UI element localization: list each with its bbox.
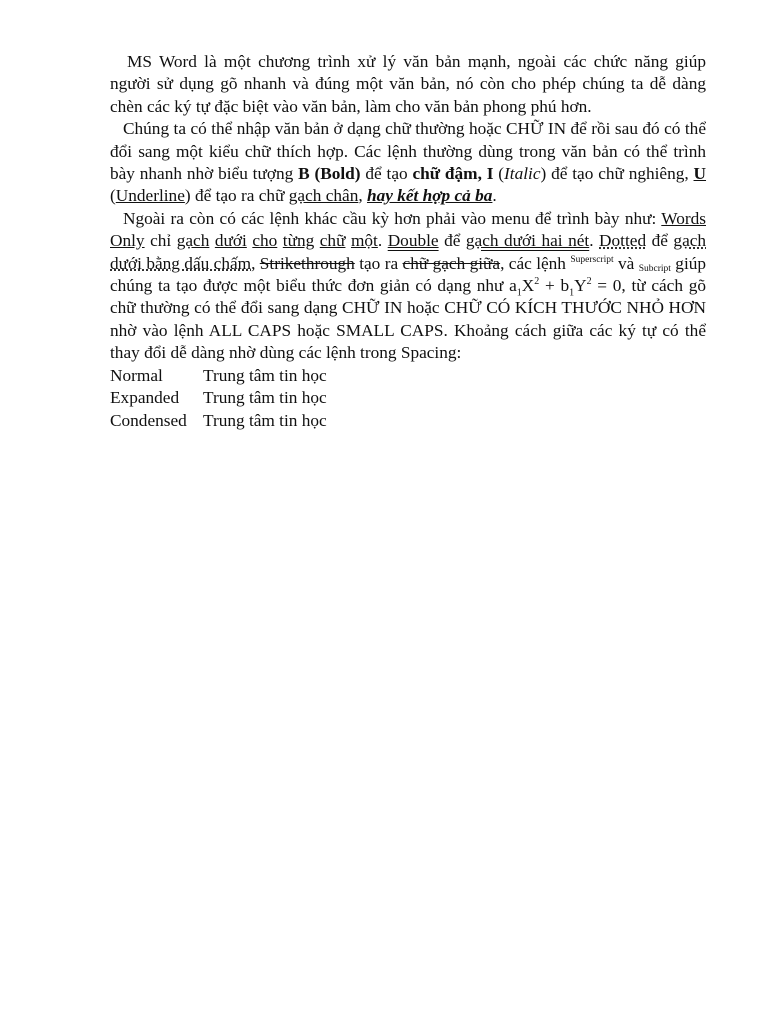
italic-example: Italic [504,164,541,184]
text-run: ( [493,164,505,184]
text-run: tạo ra [354,253,403,273]
spacing-examples [110,365,706,432]
spacing-label-normal: Normal [110,365,163,385]
words-only-example: một [350,231,378,251]
double-example: gạch dưới hai nét [465,231,590,251]
words-only-word: Only [110,231,145,251]
text-run: chỉ [150,231,172,251]
spacing-example-condensed: Trung tâm tin học [203,410,327,430]
words-only-example: dưới [214,231,247,251]
underline-command-letter: U [693,164,707,184]
text-run: ) để tạo chữ nghiêng, [540,164,694,184]
double-word: Double [387,231,439,251]
spacing-example-normal: Trung tâm tin học [203,365,327,385]
text-run: để tạo [360,164,413,184]
paragraph-advanced-formatting [110,208,706,365]
text-run: Ngoài ra còn có các lệnh khác cầu kỳ hơn phải vào menu để trình bày như: [123,208,662,228]
text-run: + b [539,276,570,296]
spacing-label-expanded: Expanded [110,388,180,408]
paragraph-basic-formatting [110,118,706,208]
text-run: = 0, từ cách gõ chữ thường có thể đổi sang dạng CHỮ IN hoặc CHỮ CÓ KÍCH THƯỚC NHỎ HƠN nhờ vào lệnh ALL CAPS hoặc SMALL CAPS. Khoảng cách giữa các ký tự có thể thay đổi dễ dàng nhờ dùng các lệnh trong Spacing: [110,276,706,363]
combined-example: hay kết hợp cả ba [366,186,493,206]
spacing-label-condensed: Condensed [110,410,187,430]
text-run: Y [574,276,587,296]
superscript-word: Superscript [570,254,614,265]
words-only-example: chữ [319,231,346,251]
paragraph-intro: MS Word là một chương trình xử lý văn bản mạnh, ngoài các chức năng giúp người sử dụng gõ nhanh và đúng một văn bản, nó còn cho phép chúng ta dễ dàng chèn các ký tự đặc biệt vào văn bản, làm cho văn bản phong phú hơn. [110,52,706,116]
text-run: , các lệnh [500,253,571,273]
underline-example: gạch chân [288,186,359,206]
text-run: để [646,231,674,251]
strikethrough-example: chữ gạch giữa [402,253,501,273]
dotted-example: gạch dưới bằng dấu chấm, [110,231,707,273]
text-run: giúp chúng ta tạo được một biểu thức đơn giản có dạng như a [110,253,707,296]
text-run: . [589,231,600,251]
text-run: và [613,253,639,273]
bold-example: chữ đậm, I [412,164,494,184]
text-run: ) để tạo ra chữ [184,186,289,206]
spacing-example-expanded: Trung tâm tin học [203,388,327,408]
words-only-example: cho [252,231,278,251]
text-run: Chúng ta có thể nhập văn bản ở dạng chữ thường hoặc CHỮ IN để rồi sau đó có thể đổi sang một kiểu chữ thích hợp. Các lệnh thường dùng trong văn bản có thể trình bày nhanh nhờ biểu tượng [110,119,706,184]
underline-word: Underline [115,186,185,206]
text-run: . [492,186,497,206]
words-only-example: gạch [176,231,210,251]
document-body [110,51,706,432]
text-run: X [521,276,535,296]
text-run: , [358,186,367,206]
text-run: . [377,231,383,251]
words-only-example: từng [282,231,315,251]
subscript-digit: 1 [569,287,575,299]
subscript-word: Subcript [638,263,671,274]
text-run: để [438,231,466,251]
words-only-word: Words [661,208,706,228]
text-run: ( [110,186,116,206]
superscript-digit: 2 [586,276,592,288]
dotted-word: Dotted [599,231,647,251]
strikethrough-word: Strikethrough [259,253,355,273]
bold-command-label: B (Bold) [298,164,361,184]
superscript-digit: 2 [534,276,540,288]
subscript-digit: 1 [516,287,522,299]
